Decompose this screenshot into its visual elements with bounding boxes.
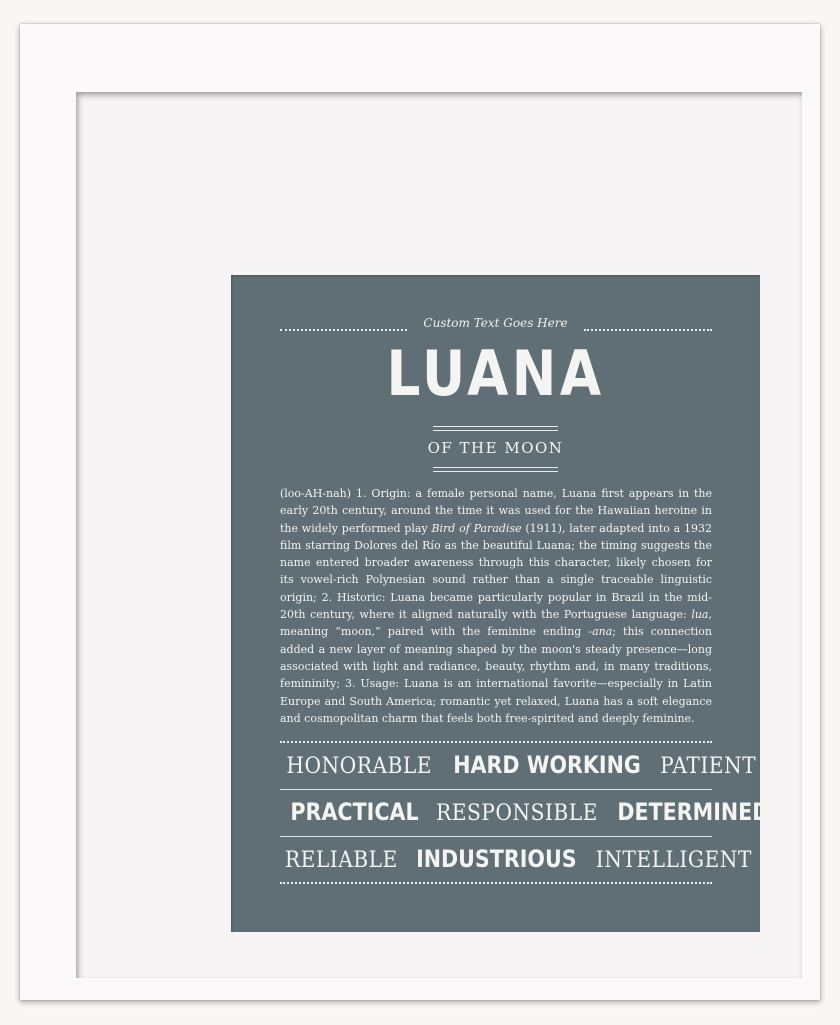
dotted-rule-traits-top <box>280 741 712 743</box>
description-part: (1911), later adapted into a 1932 film starring Dolores del Río as the beautiful Luana; the timing suggests the name entered broader awareness through this character, likely chosen for its vowel-rich Polynesian sound rather than a single traceable linguistic origin; 2. Historic: Luana became particularly popular in Brazil in the mid-20th century, where it aligned naturally with the Portuguese language: <box>280 521 712 622</box>
description-part: , meaning “moon,” paired with the feminine ending <box>280 608 712 639</box>
trait: RESPONSIBLE <box>436 801 598 826</box>
traits-row-2 <box>280 798 770 826</box>
name-meaning: OF THE MOON <box>427 439 564 457</box>
rule-top-2 <box>433 430 558 431</box>
custom-text: Custom Text Goes Here <box>423 316 568 330</box>
traits-separator <box>280 836 712 837</box>
trait: RELIABLE <box>284 848 398 873</box>
trait: PRACTICAL <box>290 798 419 826</box>
description-part: ; this connection added a new layer of meaning shaped by the moon's steady presence—long associated with light and radiance, beauty, rhythm and, in many traditions, femininity; 3. Usage: Luana is an international favorite—especially in Latin Europe and South America; romantic yet relaxed, Luana has a soft elegance and cosmopolitan charm that feels both free-spirited and deeply feminine. <box>280 625 713 725</box>
trait: DETERMINED <box>617 798 770 826</box>
trait: INDUSTRIOUS <box>415 845 577 873</box>
traits-row-3 <box>280 845 753 873</box>
rule-top-1 <box>433 426 558 427</box>
name-title: LUANA <box>386 337 605 410</box>
traits-row-1 <box>280 751 757 779</box>
rule-bottom-1 <box>433 467 558 468</box>
rule-bottom-2 <box>433 471 558 472</box>
trait: PATIENT <box>660 754 757 779</box>
description-title: Bird of Paradise <box>431 521 522 535</box>
trait: HONORABLE <box>286 754 432 779</box>
name-description <box>280 485 712 727</box>
traits-separator <box>280 789 712 790</box>
description-word: -ana <box>588 625 613 639</box>
dotted-rule-traits-bottom <box>280 882 712 884</box>
trait: INTELLIGENT <box>596 848 753 873</box>
trait: HARD WORKING <box>453 751 642 779</box>
description-part: (loo-AH-nah) 1. Origin: a female personal name, Luana first appears in the early 20th century, around the time it was used for the Hawaiian heroine in the widely performed play <box>280 487 712 535</box>
picture-frame <box>20 24 820 1000</box>
description-word: lua <box>691 608 709 622</box>
name-print <box>231 275 770 932</box>
mat-board <box>76 92 802 978</box>
